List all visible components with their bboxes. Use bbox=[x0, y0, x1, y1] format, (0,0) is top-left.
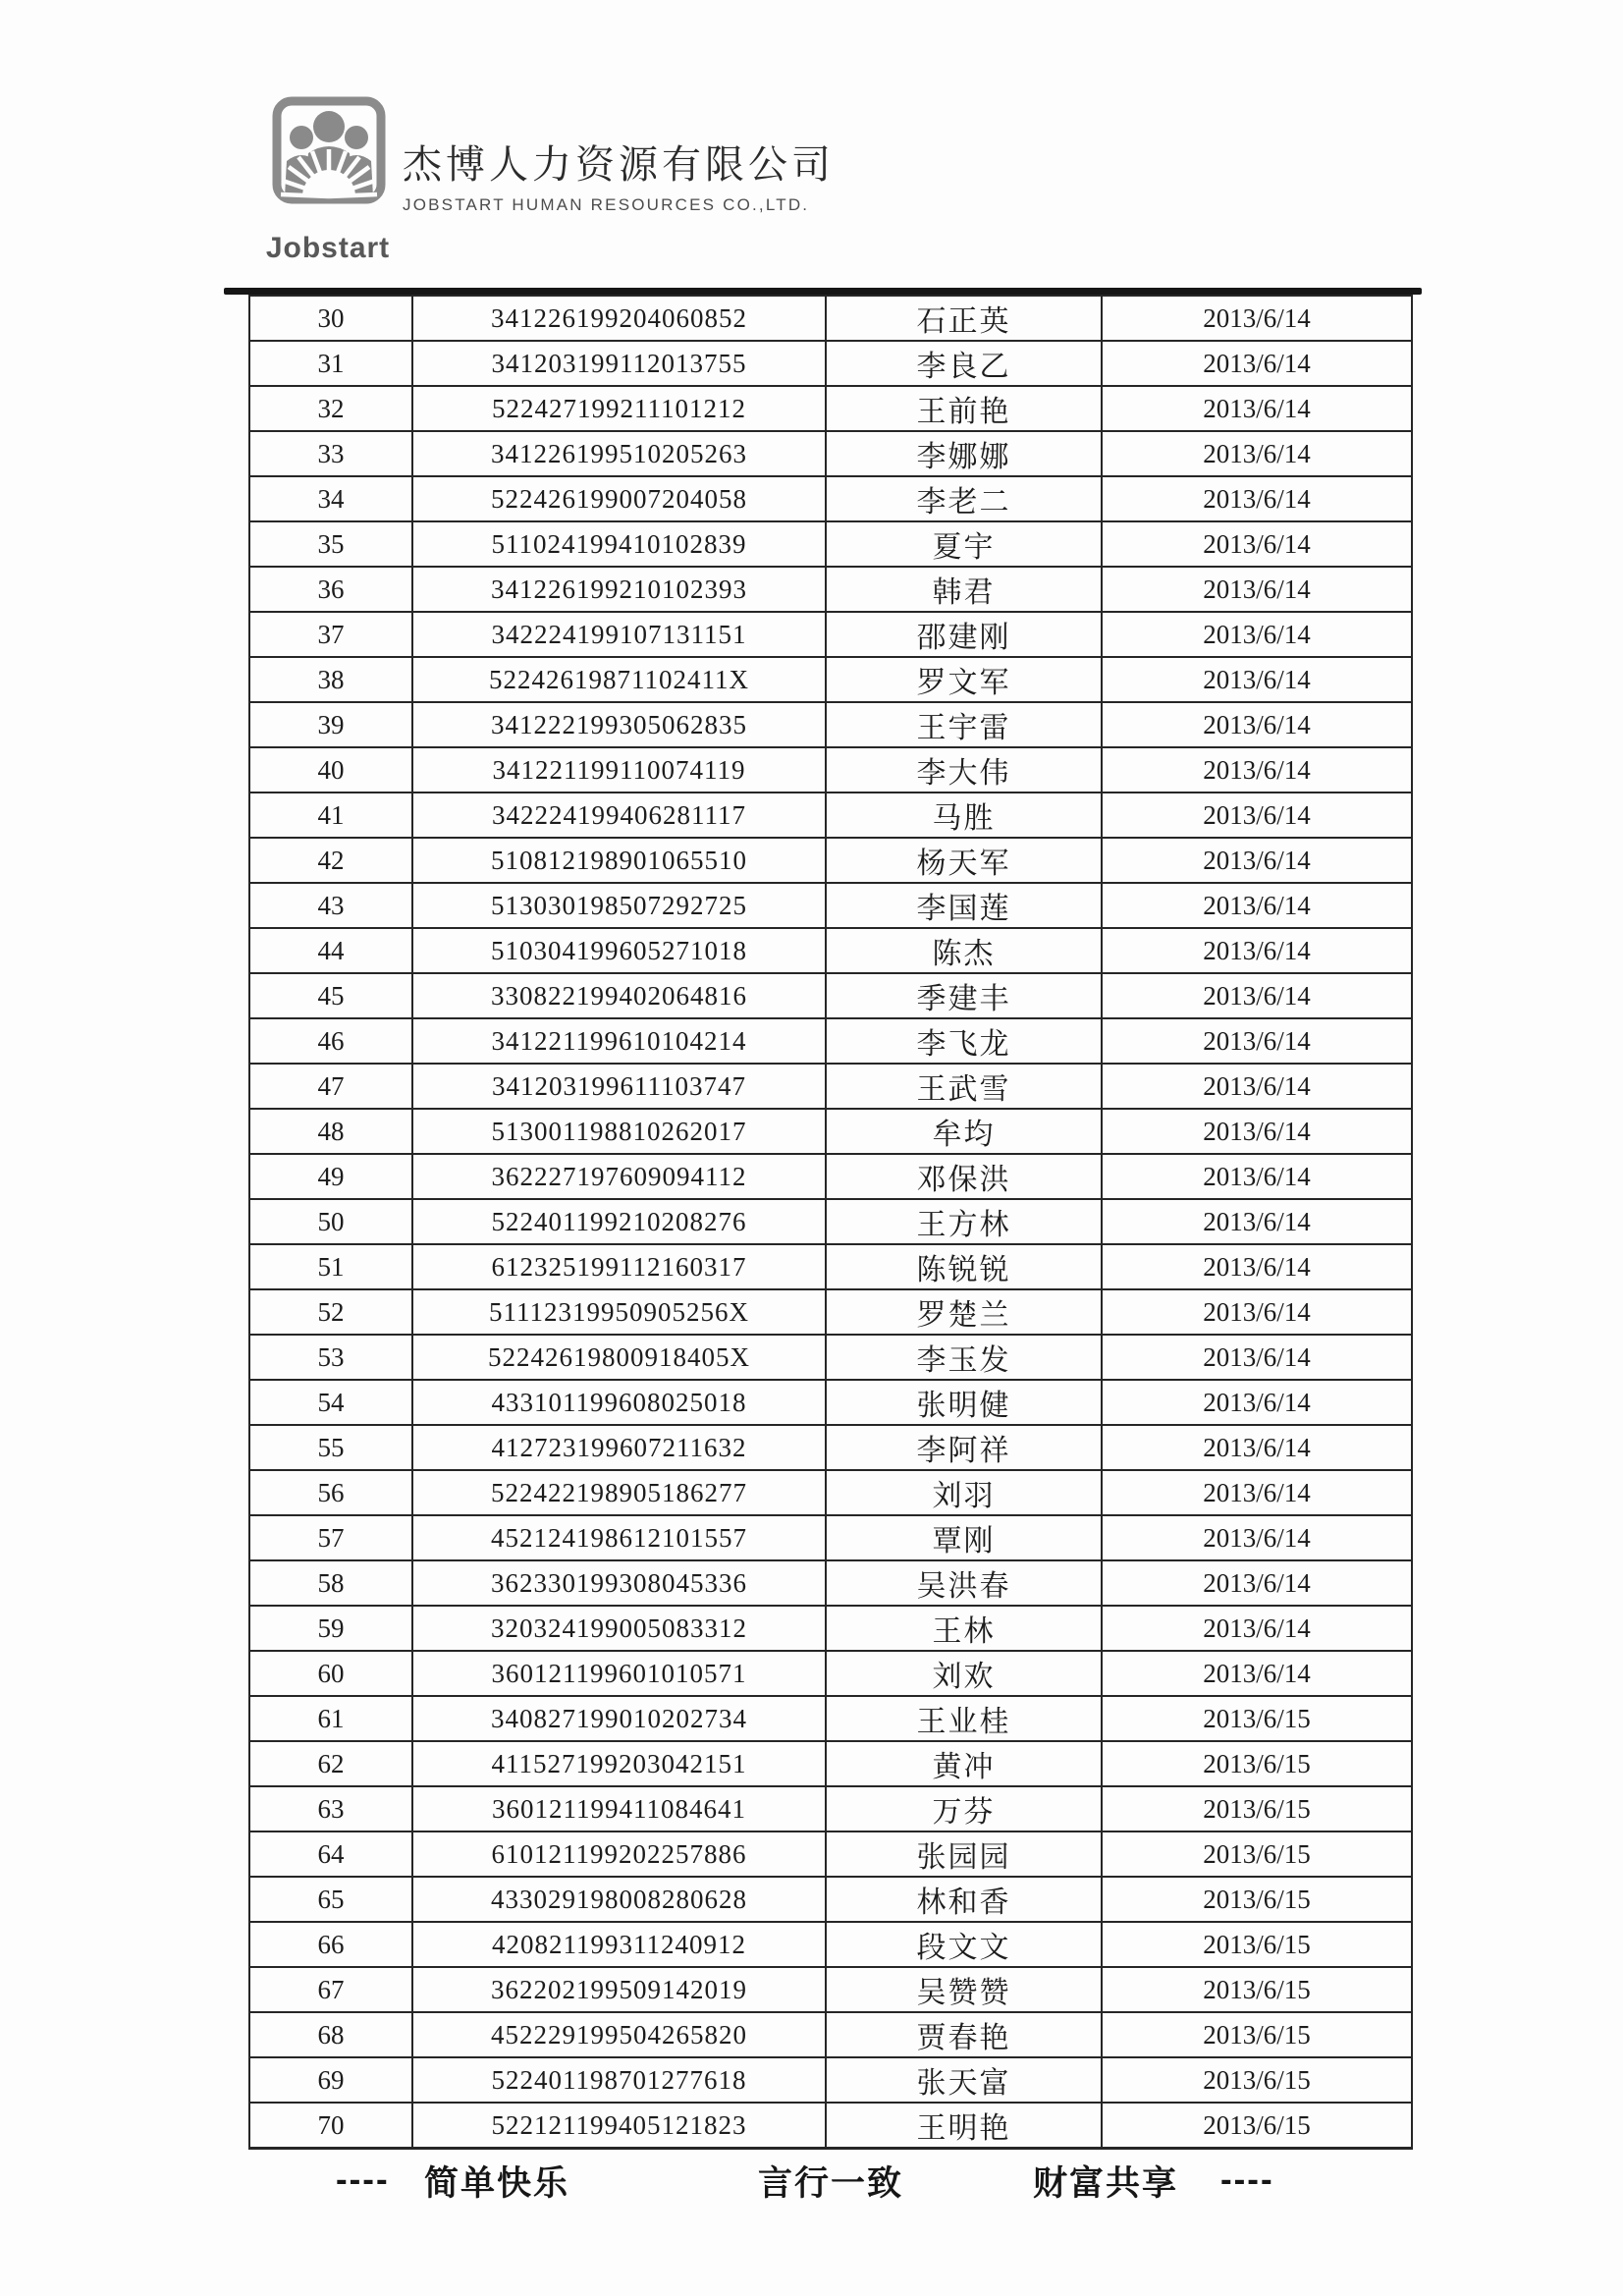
table-row bbox=[249, 1380, 1412, 1425]
date-cell: 2013/6/15 bbox=[1102, 1696, 1412, 1741]
table-row bbox=[249, 612, 1412, 657]
date-cell: 2013/6/15 bbox=[1102, 2012, 1412, 2057]
table-row bbox=[249, 1786, 1412, 1831]
company-name-english: JOBSTART HUMAN RESOURCES CO.,LTD. bbox=[403, 195, 810, 214]
name-cell: 黄冲 bbox=[826, 1741, 1102, 1786]
id-number-cell: 341226199510205263 bbox=[412, 431, 826, 476]
row-number-cell: 70 bbox=[249, 2103, 412, 2149]
id-number-cell: 522401199210208276 bbox=[412, 1199, 826, 1244]
employee-roster-table bbox=[248, 295, 1413, 2150]
id-number-cell: 612325199112160317 bbox=[412, 1244, 826, 1289]
id-number-cell: 360121199411084641 bbox=[412, 1786, 826, 1831]
table-row bbox=[249, 1741, 1412, 1786]
row-number-cell: 39 bbox=[249, 702, 412, 747]
table-row bbox=[249, 928, 1412, 973]
row-number-cell: 57 bbox=[249, 1515, 412, 1560]
date-cell: 2013/6/14 bbox=[1102, 1335, 1412, 1380]
row-number-cell: 35 bbox=[249, 521, 412, 567]
row-number-cell: 45 bbox=[249, 973, 412, 1018]
id-number-cell: 452124198612101557 bbox=[412, 1515, 826, 1560]
row-number-cell: 47 bbox=[249, 1064, 412, 1109]
name-cell: 王明艳 bbox=[826, 2103, 1102, 2149]
footer-dash-right: ---- bbox=[1220, 2160, 1274, 2199]
row-number-cell: 40 bbox=[249, 747, 412, 793]
name-cell: 石正英 bbox=[826, 296, 1102, 341]
name-cell: 覃刚 bbox=[826, 1515, 1102, 1560]
id-number-cell: 341221199110074119 bbox=[412, 747, 826, 793]
id-number-cell: 52242619871102411X bbox=[412, 657, 826, 702]
company-name-chinese: 杰博人力资源有限公司 bbox=[403, 142, 835, 187]
date-cell: 2013/6/14 bbox=[1102, 793, 1412, 838]
id-number-cell: 513030198507292725 bbox=[412, 883, 826, 928]
name-cell: 李娜娜 bbox=[826, 431, 1102, 476]
row-number-cell: 65 bbox=[249, 1877, 412, 1922]
table-row bbox=[249, 476, 1412, 521]
id-number-cell: 522401198701277618 bbox=[412, 2057, 826, 2103]
id-number-cell: 341221199610104214 bbox=[412, 1018, 826, 1064]
company-title-block bbox=[403, 134, 835, 215]
table-top-rule bbox=[224, 288, 1422, 295]
table-row bbox=[249, 973, 1412, 1018]
table-row bbox=[249, 1109, 1412, 1154]
table-row bbox=[249, 702, 1412, 747]
table-row bbox=[249, 1922, 1412, 1967]
row-number-cell: 64 bbox=[249, 1831, 412, 1877]
name-cell: 张园园 bbox=[826, 1831, 1102, 1877]
id-number-cell: 362330199308045336 bbox=[412, 1560, 826, 1606]
date-cell: 2013/6/14 bbox=[1102, 1244, 1412, 1289]
footer-slogan-3: 财富共享 bbox=[1033, 2164, 1179, 2203]
row-number-cell: 46 bbox=[249, 1018, 412, 1064]
date-cell: 2013/6/14 bbox=[1102, 1560, 1412, 1606]
row-number-cell: 30 bbox=[249, 296, 412, 341]
date-cell: 2013/6/14 bbox=[1102, 1515, 1412, 1560]
date-cell: 2013/6/14 bbox=[1102, 521, 1412, 567]
date-cell: 2013/6/14 bbox=[1102, 883, 1412, 928]
row-number-cell: 34 bbox=[249, 476, 412, 521]
date-cell: 2013/6/14 bbox=[1102, 702, 1412, 747]
table-row bbox=[249, 1335, 1412, 1380]
date-cell: 2013/6/14 bbox=[1102, 928, 1412, 973]
date-cell: 2013/6/14 bbox=[1102, 657, 1412, 702]
name-cell: 李玉发 bbox=[826, 1335, 1102, 1380]
name-cell: 吴洪春 bbox=[826, 1560, 1102, 1606]
name-cell: 张明健 bbox=[826, 1380, 1102, 1425]
id-number-cell: 340827199010202734 bbox=[412, 1696, 826, 1741]
date-cell: 2013/6/14 bbox=[1102, 1018, 1412, 1064]
date-cell: 2013/6/14 bbox=[1102, 296, 1412, 341]
row-number-cell: 63 bbox=[249, 1786, 412, 1831]
date-cell: 2013/6/14 bbox=[1102, 1606, 1412, 1651]
id-number-cell: 522426199007204058 bbox=[412, 476, 826, 521]
date-cell: 2013/6/14 bbox=[1102, 973, 1412, 1018]
id-number-cell: 52242619800918405X bbox=[412, 1335, 826, 1380]
table-row bbox=[249, 1651, 1412, 1696]
id-number-cell: 51112319950905256X bbox=[412, 1289, 826, 1335]
id-number-cell: 362227197609094112 bbox=[412, 1154, 826, 1199]
id-number-cell: 610121199202257886 bbox=[412, 1831, 826, 1877]
name-cell: 王林 bbox=[826, 1606, 1102, 1651]
table-row bbox=[249, 1425, 1412, 1470]
row-number-cell: 32 bbox=[249, 386, 412, 431]
id-number-cell: 342224199107131151 bbox=[412, 612, 826, 657]
table-row bbox=[249, 1289, 1412, 1335]
row-number-cell: 51 bbox=[249, 1244, 412, 1289]
row-number-cell: 53 bbox=[249, 1335, 412, 1380]
id-number-cell: 522422198905186277 bbox=[412, 1470, 826, 1515]
date-cell: 2013/6/14 bbox=[1102, 747, 1412, 793]
table-row bbox=[249, 1244, 1412, 1289]
name-cell: 罗文军 bbox=[826, 657, 1102, 702]
name-cell: 刘羽 bbox=[826, 1470, 1102, 1515]
table-row bbox=[249, 1831, 1412, 1877]
date-cell: 2013/6/15 bbox=[1102, 1922, 1412, 1967]
id-number-cell: 362202199509142019 bbox=[412, 1967, 826, 2012]
row-number-cell: 66 bbox=[249, 1922, 412, 1967]
row-number-cell: 50 bbox=[249, 1199, 412, 1244]
name-cell: 韩君 bbox=[826, 567, 1102, 612]
date-cell: 2013/6/14 bbox=[1102, 838, 1412, 883]
footer-slogan-line bbox=[0, 2157, 1623, 2203]
id-number-cell: 522121199405121823 bbox=[412, 2103, 826, 2149]
row-number-cell: 37 bbox=[249, 612, 412, 657]
logo-wordmark: Jobstart bbox=[265, 232, 391, 264]
table-row bbox=[249, 1515, 1412, 1560]
table-row bbox=[249, 1877, 1412, 1922]
date-cell: 2013/6/14 bbox=[1102, 1154, 1412, 1199]
date-cell: 2013/6/15 bbox=[1102, 1967, 1412, 2012]
date-cell: 2013/6/15 bbox=[1102, 1741, 1412, 1786]
date-cell: 2013/6/15 bbox=[1102, 1877, 1412, 1922]
id-number-cell: 522427199211101212 bbox=[412, 386, 826, 431]
name-cell: 王武雪 bbox=[826, 1064, 1102, 1109]
row-number-cell: 61 bbox=[249, 1696, 412, 1741]
id-number-cell: 412723199607211632 bbox=[412, 1425, 826, 1470]
date-cell: 2013/6/14 bbox=[1102, 476, 1412, 521]
table-row bbox=[249, 883, 1412, 928]
date-cell: 2013/6/14 bbox=[1102, 1289, 1412, 1335]
name-cell: 吴赞赞 bbox=[826, 1967, 1102, 2012]
table-row bbox=[249, 431, 1412, 476]
name-cell: 邵建刚 bbox=[826, 612, 1102, 657]
row-number-cell: 52 bbox=[249, 1289, 412, 1335]
row-number-cell: 44 bbox=[249, 928, 412, 973]
name-cell: 李良乙 bbox=[826, 341, 1102, 386]
row-number-cell: 54 bbox=[249, 1380, 412, 1425]
id-number-cell: 510812198901065510 bbox=[412, 838, 826, 883]
table-row bbox=[249, 341, 1412, 386]
id-number-cell: 341226199210102393 bbox=[412, 567, 826, 612]
table-row bbox=[249, 1199, 1412, 1244]
row-number-cell: 31 bbox=[249, 341, 412, 386]
table-row bbox=[249, 386, 1412, 431]
table-row bbox=[249, 1064, 1412, 1109]
name-cell: 林和香 bbox=[826, 1877, 1102, 1922]
table-row bbox=[249, 838, 1412, 883]
table-row bbox=[249, 747, 1412, 793]
date-cell: 2013/6/15 bbox=[1102, 1786, 1412, 1831]
row-number-cell: 56 bbox=[249, 1470, 412, 1515]
name-cell: 王业桂 bbox=[826, 1696, 1102, 1741]
name-cell: 罗楚兰 bbox=[826, 1289, 1102, 1335]
name-cell: 李老二 bbox=[826, 476, 1102, 521]
id-number-cell: 320324199005083312 bbox=[412, 1606, 826, 1651]
table-row bbox=[249, 657, 1412, 702]
date-cell: 2013/6/14 bbox=[1102, 1425, 1412, 1470]
company-logo bbox=[265, 94, 393, 264]
row-number-cell: 43 bbox=[249, 883, 412, 928]
name-cell: 邓保洪 bbox=[826, 1154, 1102, 1199]
table-row bbox=[249, 521, 1412, 567]
id-number-cell: 341226199204060852 bbox=[412, 296, 826, 341]
name-cell: 陈杰 bbox=[826, 928, 1102, 973]
footer-slogan-2: 言行一致 bbox=[758, 2164, 904, 2203]
date-cell: 2013/6/14 bbox=[1102, 1380, 1412, 1425]
id-number-cell: 420821199311240912 bbox=[412, 1922, 826, 1967]
id-number-cell: 341203199611103747 bbox=[412, 1064, 826, 1109]
name-cell: 夏宇 bbox=[826, 521, 1102, 567]
id-number-cell: 513001198810262017 bbox=[412, 1109, 826, 1154]
row-number-cell: 69 bbox=[249, 2057, 412, 2103]
table-row bbox=[249, 567, 1412, 612]
name-cell: 张天富 bbox=[826, 2057, 1102, 2103]
footer-dash-left: ---- bbox=[336, 2160, 390, 2199]
table-row bbox=[249, 296, 1412, 341]
table-row bbox=[249, 1154, 1412, 1199]
date-cell: 2013/6/14 bbox=[1102, 341, 1412, 386]
name-cell: 刘欢 bbox=[826, 1651, 1102, 1696]
row-number-cell: 60 bbox=[249, 1651, 412, 1696]
people-sunrise-logo-icon bbox=[265, 94, 393, 228]
date-cell: 2013/6/14 bbox=[1102, 1470, 1412, 1515]
name-cell: 王方林 bbox=[826, 1199, 1102, 1244]
id-number-cell: 342224199406281117 bbox=[412, 793, 826, 838]
name-cell: 陈锐锐 bbox=[826, 1244, 1102, 1289]
row-number-cell: 49 bbox=[249, 1154, 412, 1199]
name-cell: 牟均 bbox=[826, 1109, 1102, 1154]
id-number-cell: 341203199112013755 bbox=[412, 341, 826, 386]
row-number-cell: 38 bbox=[249, 657, 412, 702]
date-cell: 2013/6/14 bbox=[1102, 612, 1412, 657]
name-cell: 马胜 bbox=[826, 793, 1102, 838]
row-number-cell: 58 bbox=[249, 1560, 412, 1606]
date-cell: 2013/6/14 bbox=[1102, 1064, 1412, 1109]
table-row bbox=[249, 1606, 1412, 1651]
id-number-cell: 452229199504265820 bbox=[412, 2012, 826, 2057]
date-cell: 2013/6/14 bbox=[1102, 1651, 1412, 1696]
id-number-cell: 511024199410102839 bbox=[412, 521, 826, 567]
date-cell: 2013/6/14 bbox=[1102, 567, 1412, 612]
name-cell: 李大伟 bbox=[826, 747, 1102, 793]
name-cell: 王宇雷 bbox=[826, 702, 1102, 747]
table-row bbox=[249, 1470, 1412, 1515]
roster-table-body bbox=[249, 296, 1412, 2149]
name-cell: 李阿祥 bbox=[826, 1425, 1102, 1470]
row-number-cell: 48 bbox=[249, 1109, 412, 1154]
date-cell: 2013/6/14 bbox=[1102, 386, 1412, 431]
id-number-cell: 360121199601010571 bbox=[412, 1651, 826, 1696]
row-number-cell: 59 bbox=[249, 1606, 412, 1651]
table-row bbox=[249, 2103, 1412, 2149]
row-number-cell: 41 bbox=[249, 793, 412, 838]
table-row bbox=[249, 1560, 1412, 1606]
row-number-cell: 67 bbox=[249, 1967, 412, 2012]
name-cell: 王前艳 bbox=[826, 386, 1102, 431]
row-number-cell: 55 bbox=[249, 1425, 412, 1470]
date-cell: 2013/6/15 bbox=[1102, 2057, 1412, 2103]
table-row bbox=[249, 793, 1412, 838]
table-row bbox=[249, 1967, 1412, 2012]
date-cell: 2013/6/15 bbox=[1102, 1831, 1412, 1877]
date-cell: 2013/6/15 bbox=[1102, 2103, 1412, 2149]
footer-slogan-1: 简单快乐 bbox=[424, 2164, 570, 2203]
table-row bbox=[249, 2057, 1412, 2103]
name-cell: 贾春艳 bbox=[826, 2012, 1102, 2057]
id-number-cell: 433101199608025018 bbox=[412, 1380, 826, 1425]
name-cell: 季建丰 bbox=[826, 973, 1102, 1018]
name-cell: 万芬 bbox=[826, 1786, 1102, 1831]
date-cell: 2013/6/14 bbox=[1102, 1199, 1412, 1244]
row-number-cell: 62 bbox=[249, 1741, 412, 1786]
table-row bbox=[249, 1018, 1412, 1064]
row-number-cell: 42 bbox=[249, 838, 412, 883]
table-row bbox=[249, 1696, 1412, 1741]
id-number-cell: 510304199605271018 bbox=[412, 928, 826, 973]
name-cell: 段文文 bbox=[826, 1922, 1102, 1967]
name-cell: 李飞龙 bbox=[826, 1018, 1102, 1064]
id-number-cell: 341222199305062835 bbox=[412, 702, 826, 747]
name-cell: 杨天军 bbox=[826, 838, 1102, 883]
row-number-cell: 36 bbox=[249, 567, 412, 612]
date-cell: 2013/6/14 bbox=[1102, 431, 1412, 476]
row-number-cell: 68 bbox=[249, 2012, 412, 2057]
name-cell: 李国莲 bbox=[826, 883, 1102, 928]
table-row bbox=[249, 2012, 1412, 2057]
id-number-cell: 411527199203042151 bbox=[412, 1741, 826, 1786]
id-number-cell: 330822199402064816 bbox=[412, 973, 826, 1018]
row-number-cell: 33 bbox=[249, 431, 412, 476]
id-number-cell: 433029198008280628 bbox=[412, 1877, 826, 1922]
date-cell: 2013/6/14 bbox=[1102, 1109, 1412, 1154]
